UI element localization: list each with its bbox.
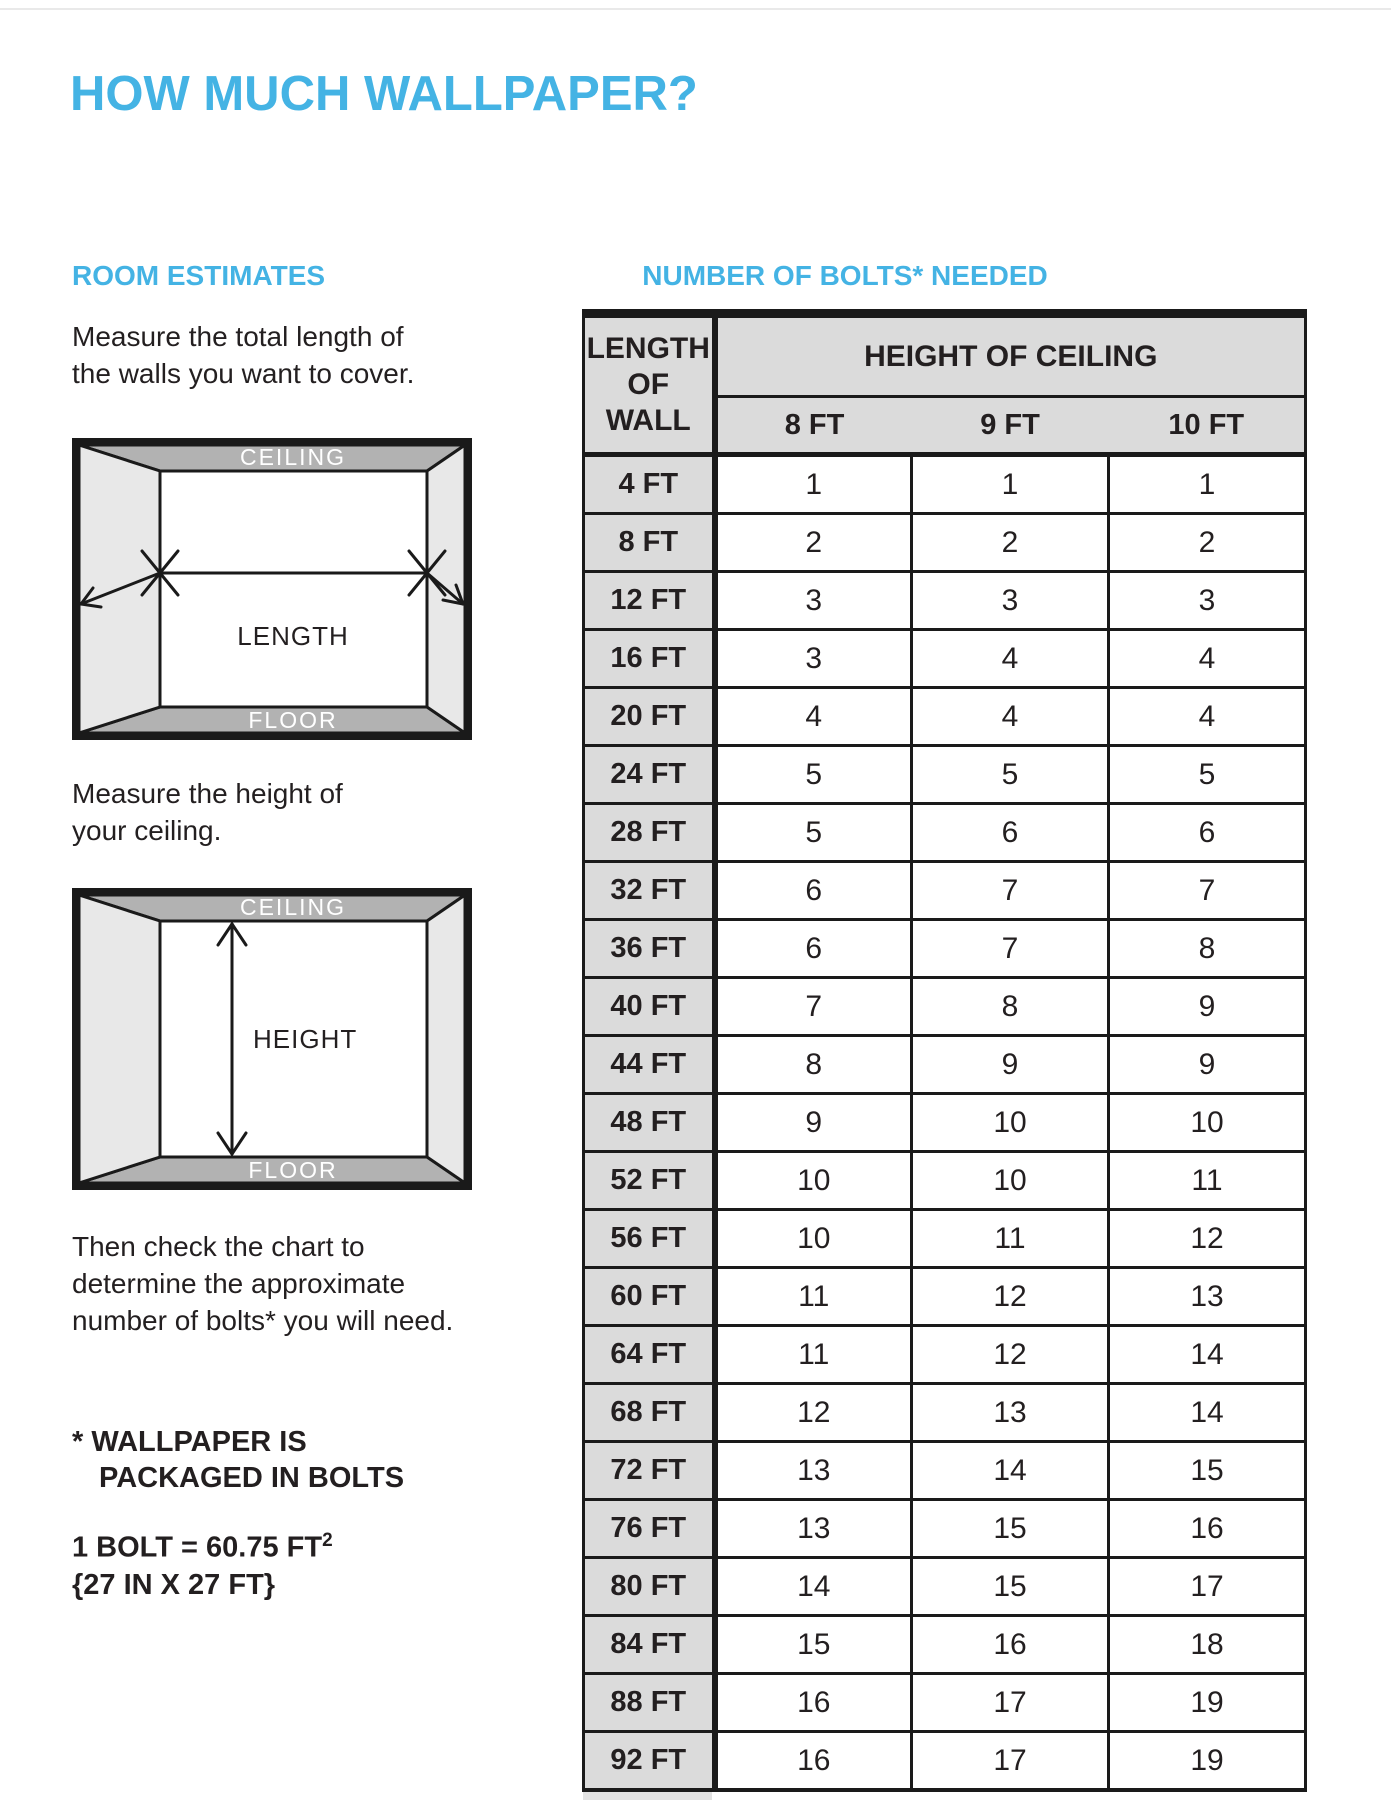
bolts-9ft-cell: 15 (912, 1558, 1109, 1616)
bolts-9ft-cell: 16 (912, 1616, 1109, 1674)
table-row (584, 1616, 1306, 1674)
wall-length-cell: 24 FT (584, 746, 715, 804)
bolts-8ft-cell: 15 (715, 1616, 912, 1674)
bolts-10ft-cell: 15 (1109, 1442, 1306, 1500)
step1-line1: Measure the total length of (72, 321, 404, 352)
bolts-9ft-cell: 12 (912, 1326, 1109, 1384)
table-row (584, 630, 1306, 688)
table-row (584, 455, 1306, 514)
wall-length-cell: 80 FT (584, 1558, 715, 1616)
room-length-diagram (72, 438, 472, 740)
col-header-8ft: 8 FT (715, 397, 912, 455)
bolts-9ft-cell: 10 (912, 1152, 1109, 1210)
length-of-wall-header-line2: OF WALL (605, 368, 691, 437)
bolts-10ft-cell: 1 (1109, 455, 1306, 514)
table-row (584, 572, 1306, 630)
bolts-10ft-cell: 5 (1109, 746, 1306, 804)
table-row (584, 978, 1306, 1036)
bolts-8ft-cell: 10 (715, 1210, 912, 1268)
col-header-9ft: 9 FT (912, 397, 1109, 455)
table-row (584, 746, 1306, 804)
height-label: HEIGHT (253, 1024, 358, 1054)
room-height-diagram-svg (72, 888, 472, 1190)
bolts-9ft-cell: 11 (912, 1210, 1109, 1268)
length-of-wall-header (584, 314, 715, 455)
wall-length-cell: 4 FT (584, 455, 715, 514)
wall-length-cell: 60 FT (584, 1268, 715, 1326)
bolts-8ft-cell: 3 (715, 630, 912, 688)
wall-length-cell: 52 FT (584, 1152, 715, 1210)
room-estimates-heading: ROOM ESTIMATES (72, 260, 326, 291)
bolts-9ft-cell: 4 (912, 688, 1109, 746)
bolts-10ft-cell: 9 (1109, 1036, 1306, 1094)
length-of-wall-header-line1: LENGTH (586, 332, 710, 365)
step1-line2: the walls you want to cover. (72, 358, 415, 389)
bolts-9ft-cell: 17 (912, 1674, 1109, 1732)
bolts-9ft-cell: 7 (912, 920, 1109, 978)
left-wall-face (79, 895, 160, 1183)
table-row (584, 1094, 1306, 1152)
bolts-8ft-cell: 3 (715, 572, 912, 630)
step3-text (72, 1228, 453, 1339)
table-row (584, 1674, 1306, 1732)
bolts-10ft-cell: 19 (1109, 1732, 1306, 1791)
table-row (584, 804, 1306, 862)
bolts-9ft-cell: 9 (912, 1036, 1109, 1094)
bolts-8ft-cell: 13 (715, 1500, 912, 1558)
bolts-10ft-cell: 18 (1109, 1616, 1306, 1674)
bolt-info-line1: 1 BOLT = 60.75 $FT^2$ (72, 1530, 333, 1564)
bolts-10ft-cell: 4 (1109, 688, 1306, 746)
table-row (584, 688, 1306, 746)
right-wall-face (427, 895, 465, 1183)
bolts-8ft-cell: 5 (715, 746, 912, 804)
step3-line2: determine the approximate (72, 1268, 406, 1299)
room-height-diagram (72, 888, 472, 1190)
wall-length-cell: 68 FT (584, 1384, 715, 1442)
bolts-8ft-cell: 11 (715, 1268, 912, 1326)
step2-line1: Measure the height of (72, 778, 343, 809)
bolts-9ft-cell: 2 (912, 514, 1109, 572)
label-column-stub (583, 1792, 712, 1800)
bolts-9ft-cell: 1 (912, 455, 1109, 514)
wall-length-cell: 56 FT (584, 1210, 715, 1268)
bolt-info-line2: {27 IN X 27 FT} (72, 1568, 276, 1601)
bolts-9ft-cell: 14 (912, 1442, 1109, 1500)
bolts-9ft-cell: 15 (912, 1500, 1109, 1558)
bolts-8ft-cell: 6 (715, 862, 912, 920)
bolts-9ft-cell: 3 (912, 572, 1109, 630)
bolts-9ft-cell: 7 (912, 862, 1109, 920)
table-row (584, 1558, 1306, 1616)
bolts-10ft-cell: 11 (1109, 1152, 1306, 1210)
bolts-8ft-cell: 13 (715, 1442, 912, 1500)
wall-length-cell: 64 FT (584, 1326, 715, 1384)
footnote-line2: PACKAGED IN BOLTS (99, 1462, 405, 1494)
step3-line1: Then check the chart to (72, 1231, 365, 1262)
bolts-8ft-cell: 5 (715, 804, 912, 862)
bolts-8ft-cell: 12 (715, 1384, 912, 1442)
bolts-10ft-cell: 10 (1109, 1094, 1306, 1152)
table-row (584, 1210, 1306, 1268)
bolts-8ft-cell: 11 (715, 1326, 912, 1384)
bolt-info-superscript: 2 (322, 1530, 333, 1551)
wallpaper-bolts-footnote (72, 1424, 404, 1496)
wall-length-cell: 48 FT (584, 1094, 715, 1152)
table-row (584, 862, 1306, 920)
bolts-10ft-cell: 6 (1109, 804, 1306, 862)
bolts-table-container (582, 309, 1305, 1800)
table-row (584, 1500, 1306, 1558)
wall-length-cell: 8 FT (584, 514, 715, 572)
bolts-8ft-cell: 1 (715, 455, 912, 514)
bolts-8ft-cell: 4 (715, 688, 912, 746)
bolts-10ft-cell: 8 (1109, 920, 1306, 978)
wall-length-cell: 72 FT (584, 1442, 715, 1500)
wall-length-cell: 16 FT (584, 630, 715, 688)
bolts-9ft-cell: 6 (912, 804, 1109, 862)
bolts-8ft-cell: 14 (715, 1558, 912, 1616)
bolts-9ft-cell: 17 (912, 1732, 1109, 1791)
bolts-8ft-cell: 7 (715, 978, 912, 1036)
step3-line3: number of bolts* you will need. (72, 1305, 454, 1336)
table-row (584, 920, 1306, 978)
step1-text (72, 318, 414, 392)
floor-label: FLOOR (248, 707, 338, 733)
bolts-8ft-cell: 8 (715, 1036, 912, 1094)
table-row (584, 1732, 1306, 1791)
bolts-10ft-cell: 19 (1109, 1674, 1306, 1732)
ceiling-label: CEILING (239, 894, 347, 920)
bolts-8ft-cell: 6 (715, 920, 912, 978)
table-row (584, 1326, 1306, 1384)
wall-length-cell: 28 FT (584, 804, 715, 862)
bolts-8ft-cell: 16 (715, 1732, 912, 1791)
bolts-needed-heading: NUMBER OF BOLTS* NEEDED (642, 260, 1048, 291)
bolts-9ft-cell: 13 (912, 1384, 1109, 1442)
bolts-9ft-cell: 8 (912, 978, 1109, 1036)
bolts-10ft-cell: 14 (1109, 1384, 1306, 1442)
floor-label: FLOOR (248, 1157, 338, 1183)
bolt-size-info (72, 1522, 333, 1604)
table-row (584, 1036, 1306, 1094)
page-top-edge-line (0, 8, 1391, 10)
step2-line2: your ceiling. (72, 815, 222, 846)
bolts-9ft-cell: 4 (912, 630, 1109, 688)
table-row (584, 514, 1306, 572)
table-row (584, 1268, 1306, 1326)
wall-length-cell: 12 FT (584, 572, 715, 630)
room-length-diagram-svg (72, 438, 472, 740)
bolts-10ft-cell: 13 (1109, 1268, 1306, 1326)
back-wall-face (160, 471, 427, 707)
bolts-10ft-cell: 3 (1109, 572, 1306, 630)
wall-length-cell: 20 FT (584, 688, 715, 746)
bolts-10ft-cell: 4 (1109, 630, 1306, 688)
wall-length-cell: 36 FT (584, 920, 715, 978)
bolts-10ft-cell: 2 (1109, 514, 1306, 572)
table-row (584, 1152, 1306, 1210)
table-row (584, 1384, 1306, 1442)
bolts-9ft-cell: 12 (912, 1268, 1109, 1326)
bolts-table (582, 309, 1307, 1792)
col-header-10ft: 10 FT (1109, 397, 1306, 455)
bolts-8ft-cell: 10 (715, 1152, 912, 1210)
bolts-9ft-cell: 5 (912, 746, 1109, 804)
wall-length-cell: 84 FT (584, 1616, 715, 1674)
wall-length-cell: 92 FT (584, 1732, 715, 1791)
wall-length-cell: 88 FT (584, 1674, 715, 1732)
wall-length-cell: 32 FT (584, 862, 715, 920)
table-row (584, 1442, 1306, 1500)
height-of-ceiling-header: HEIGHT OF CEILING (715, 314, 1306, 397)
ceiling-label: CEILING (239, 444, 347, 470)
bolts-9ft-cell: 10 (912, 1094, 1109, 1152)
wall-length-cell: 76 FT (584, 1500, 715, 1558)
page-title: HOW MUCH WALLPAPER? (70, 67, 698, 121)
bolts-8ft-cell: 9 (715, 1094, 912, 1152)
bolts-8ft-cell: 2 (715, 514, 912, 572)
footnote-line1: * WALLPAPER IS (72, 1426, 307, 1458)
step2-text (72, 775, 343, 849)
bolts-10ft-cell: 9 (1109, 978, 1306, 1036)
wall-length-cell: 44 FT (584, 1036, 715, 1094)
bolts-10ft-cell: 14 (1109, 1326, 1306, 1384)
bolts-table-body (584, 455, 1306, 1791)
length-label: LENGTH (237, 621, 349, 651)
wall-length-cell: 40 FT (584, 978, 715, 1036)
bolts-10ft-cell: 16 (1109, 1500, 1306, 1558)
bolts-10ft-cell: 17 (1109, 1558, 1306, 1616)
bolts-8ft-cell: 16 (715, 1674, 912, 1732)
bolts-10ft-cell: 12 (1109, 1210, 1306, 1268)
bolts-10ft-cell: 7 (1109, 862, 1306, 920)
